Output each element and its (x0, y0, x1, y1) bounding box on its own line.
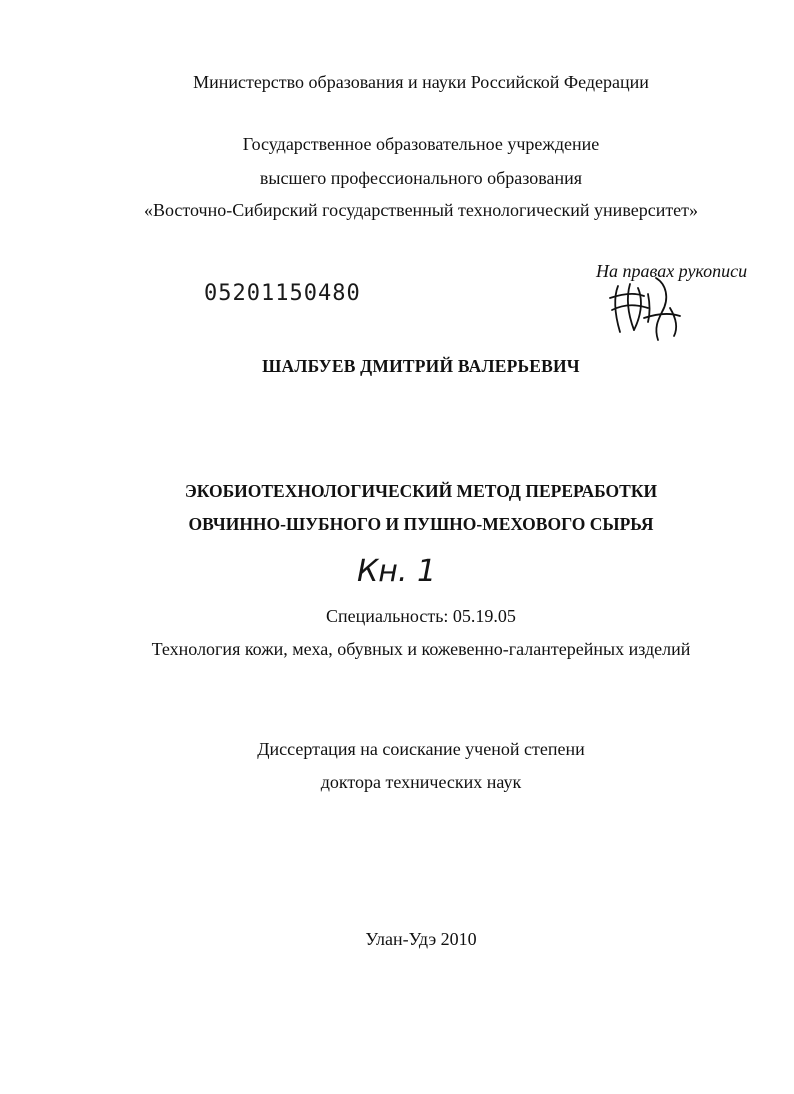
dissertation-line-1: Диссертация на соискание ученой степени (257, 739, 585, 759)
signature-icon (604, 274, 690, 344)
city-year: Улан-Удэ 2010 (365, 929, 477, 949)
institution-line-3: «Восточно-Сибирский государственный технологический университет» (143, 200, 699, 220)
registration-stamp-number: 05201150480 (204, 281, 361, 306)
institution-line-2: высшего профессионального образования (259, 168, 583, 188)
thesis-title-line-2: ОВЧИННО-ШУБНОГО И ПУШНО-МЕХОВОГО СЫРЬЯ (188, 514, 654, 534)
handwritten-book-note (355, 553, 455, 593)
institution-line-1: Государственное образовательное учреждение (242, 134, 600, 154)
thesis-title-line-1: ЭКОБИОТЕХНОЛОГИЧЕСКИЙ МЕТОД ПЕРЕРАБОТКИ (184, 481, 658, 501)
author-name: ШАЛБУЕВ ДМИТРИЙ ВАЛЕРЬЕВИЧ (262, 356, 580, 376)
rights-note: На правах рукописи (596, 261, 748, 281)
dissertation-line-2: доктора технических наук (320, 772, 522, 792)
handwritten-book-note-text: Кн. 1 (357, 554, 437, 589)
specialty-code: Специальность: 05.19.05 (326, 606, 516, 626)
ministry-name: Министерство образования и науки Российской Федерации (193, 72, 649, 92)
specialty-name: Технология кожи, меха, обувных и кожевенно-галантерейных изделий (151, 639, 691, 659)
